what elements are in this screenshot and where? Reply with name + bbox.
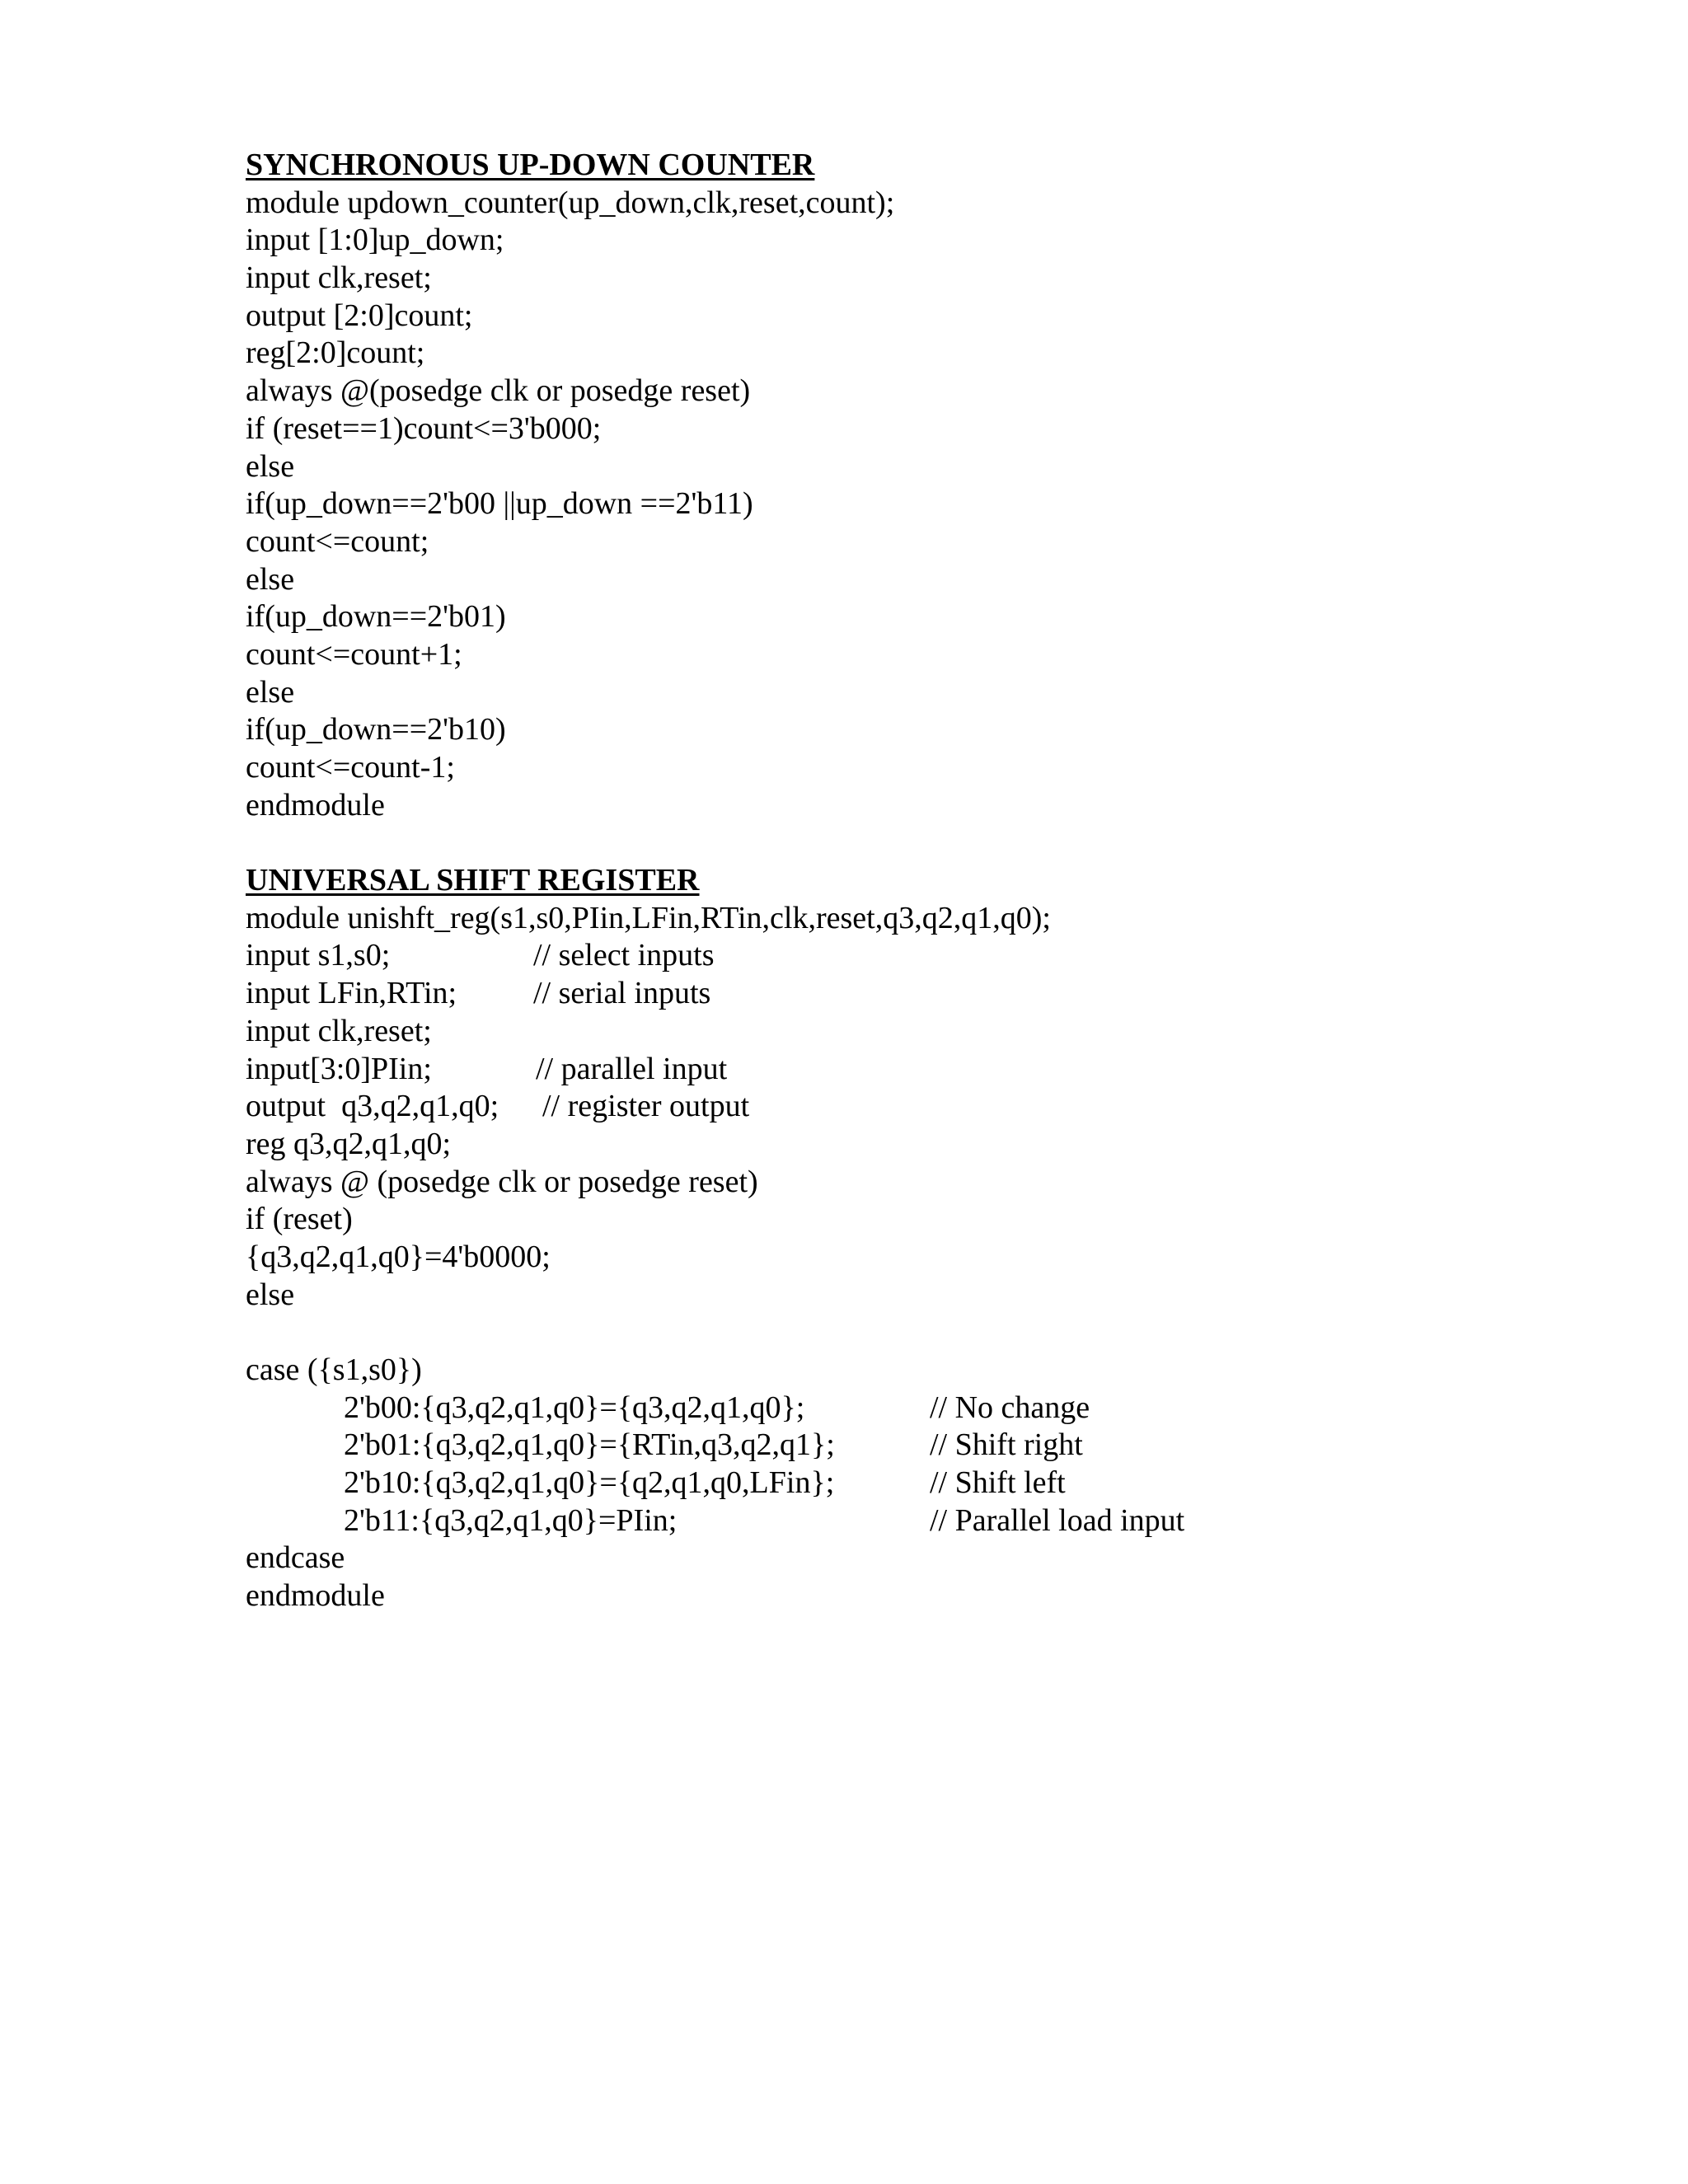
code-line: endmodule — [246, 787, 385, 823]
code-line: input [1:0]up_down; — [246, 223, 504, 258]
code-line: else — [246, 674, 295, 710]
code-line: input clk,reset; — [246, 260, 432, 296]
code-line: if(up_down==2'b01) — [246, 599, 506, 635]
code-text: input[3:0]PIin; — [246, 1051, 432, 1086]
blank-line — [246, 1314, 1647, 1352]
code-line: reg q3,q2,q1,q0; — [246, 1126, 452, 1161]
case-item — [246, 1427, 1647, 1465]
code-line: else — [246, 1277, 295, 1312]
code-line-with-comment — [246, 1013, 1647, 1051]
code-comment: // Shift left — [930, 1465, 1066, 1501]
section-heading-shift-register: UNIVERSAL SHIFT REGISTER — [246, 863, 700, 898]
code-line: reg[2:0]count; — [246, 335, 425, 371]
case-item — [246, 1465, 1647, 1502]
blank-line — [246, 824, 1647, 862]
code-comment: // Parallel load input — [930, 1502, 1185, 1538]
code-line: else — [246, 561, 295, 597]
code-comment: // No change — [930, 1390, 1090, 1425]
code-line-with-comment — [246, 975, 1647, 1013]
code-comment: // register output — [542, 1089, 750, 1124]
case-item — [246, 1502, 1647, 1540]
code-line: module updown_counter(up_down,clk,reset,count); — [246, 185, 895, 220]
code-line: count<=count; — [246, 523, 429, 559]
code-text: input clk,reset; — [246, 1013, 432, 1048]
code-text: 2'b10:{q3,q2,q1,q0}={q2,q1,q0,LFin}; — [344, 1465, 835, 1501]
code-line: module unishft_reg(s1,s0,PIin,LFin,RTin,clk,reset,q3,q2,q1,q0); — [246, 900, 1051, 935]
section-heading-updown-counter: SYNCHRONOUS UP-DOWN COUNTER — [246, 148, 815, 182]
case-item — [246, 1390, 1647, 1427]
code-line: always @(posedge clk or posedge reset) — [246, 373, 751, 409]
code-line: output [2:0]count; — [246, 298, 473, 333]
code-line: count<=count+1; — [246, 636, 462, 672]
code-line-with-comment — [246, 1051, 1647, 1089]
code-comment: // Shift right — [930, 1427, 1083, 1463]
code-line: {q3,q2,q1,q0}=4'b0000; — [246, 1239, 551, 1274]
document-content — [246, 147, 1647, 1615]
code-line: if(up_down==2'b10) — [246, 712, 506, 748]
code-line: if (reset) — [246, 1202, 353, 1237]
code-line: case ({s1,s0}) — [246, 1352, 422, 1387]
code-text: input LFin,RTin; — [246, 976, 457, 1011]
code-text: 2'b01:{q3,q2,q1,q0}={RTin,q3,q2,q1}; — [344, 1427, 835, 1463]
code-line: if (reset==1)count<=3'b000; — [246, 410, 602, 446]
code-text: 2'b11:{q3,q2,q1,q0}=PIin; — [344, 1502, 678, 1538]
code-comment: // parallel input — [536, 1051, 728, 1086]
code-comment: // select inputs — [533, 938, 715, 973]
code-line-with-comment — [246, 937, 1647, 975]
code-line: endcase — [246, 1540, 345, 1576]
code-line-with-comment — [246, 1088, 1647, 1126]
code-text: output q3,q2,q1,q0; — [246, 1089, 499, 1124]
code-line: endmodule — [246, 1578, 385, 1614]
code-text: input s1,s0; — [246, 938, 391, 973]
code-line: always @ (posedge clk or posedge reset) — [246, 1164, 758, 1199]
code-line: if(up_down==2'b00 ||up_down ==2'b11) — [246, 486, 753, 522]
code-comment: // serial inputs — [533, 976, 711, 1011]
code-text: 2'b00:{q3,q2,q1,q0}={q3,q2,q1,q0}; — [344, 1390, 805, 1425]
code-line: count<=count-1; — [246, 750, 455, 785]
code-line: else — [246, 448, 295, 484]
